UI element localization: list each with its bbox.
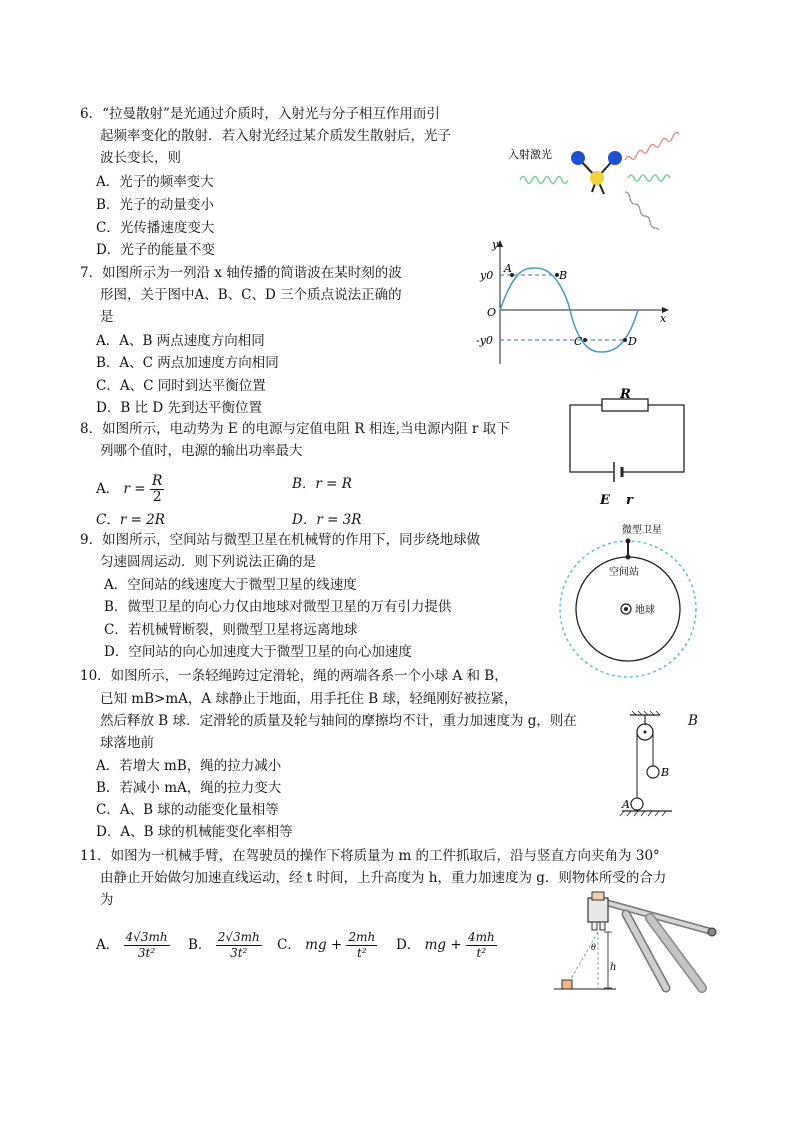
q6-option-d: D．光子的能量不变 (96, 242, 215, 258)
atom-center (590, 171, 604, 185)
q11-option-d-label: D． (396, 937, 421, 953)
q11-line-3: 为 (100, 892, 114, 908)
scattered-wave-3 (625, 192, 660, 230)
atom-blue-1 (571, 151, 585, 165)
point-c (583, 338, 587, 342)
q8-option-c: C．r = 2R (96, 512, 165, 528)
resistor-label: R (620, 387, 631, 402)
q8-option-b: B．r = R (292, 476, 352, 492)
q9-option-b: B．微型卫星的向心力仅由地球对微型卫星的万有引力提供 (104, 599, 452, 615)
ball-a-label: A (622, 798, 630, 811)
q8-line-2: 列哪个值时，电源的输出功率最大 (100, 443, 303, 459)
satellite-dot (626, 539, 631, 544)
q11-option-c-label: C． (277, 937, 301, 953)
q10-option-d: D．A、B 球的机械能变化率相等 (96, 824, 293, 840)
internal-r-label: r (626, 493, 633, 508)
q6-option-b: B．光子的动量变小 (96, 197, 214, 213)
pulley-figure (618, 708, 678, 824)
q7-line-3: 是 (100, 309, 114, 325)
angle-label: θ (591, 943, 596, 952)
label-c: C (574, 335, 583, 348)
q11-option-c: C． mg + $\frac{2mh}{\text{t²}}$ (277, 930, 376, 960)
q7-line-2: 形图，关于图中A、B、C、D 三个质点说法正确的 (100, 287, 402, 303)
gripper-body (588, 898, 608, 922)
q9-line-2: 匀速圆周运动．则下列说法正确的是 (100, 554, 316, 570)
q8-option-a-label: A． (96, 481, 120, 497)
q9-line-1: 9．如图所示，空间站与微型卫星在机械臂的作用下，同步绕地球做 (80, 532, 481, 548)
q6-option-c: C．光传播速度变大 (96, 220, 215, 236)
q11-option-c-fraction: $\frac{2mh}{\text{t²}}$ (348, 930, 376, 960)
wire-left (570, 405, 614, 472)
y-axis-label: y (492, 238, 499, 251)
q10-option-b: B．若减小 mA，绳的拉力变大 (96, 780, 282, 796)
q11-option-d-fraction: $\frac{4mh}{\text{t²}}$ (467, 930, 495, 960)
origin-label: O (487, 306, 497, 319)
q8-option-a (96, 474, 164, 505)
q11-option-a (96, 930, 170, 961)
gripper-head (592, 892, 604, 900)
q8-option-a-r: r = (123, 481, 146, 497)
label-b: B (559, 269, 568, 282)
ball-a (631, 798, 643, 810)
q8-line-1: 8．如图所示，电动势为 E 的电源与定值电阻 R 相连,当电源内阻 r 取下 (80, 421, 510, 437)
workpiece (562, 980, 572, 989)
q8-frac-num: R (151, 473, 163, 489)
q6-option-a: A．光子的频率变大 (96, 174, 214, 190)
q9-option-a: A．空间站的线速度大于微型卫星的线速度 (104, 577, 357, 593)
height-label: h (610, 962, 617, 973)
q11-option-d: D． mg + $\frac{4mh}{\text{t²}}$ (396, 930, 495, 960)
path-dash (568, 932, 598, 984)
q8-option-d: D．r = 3R (292, 512, 362, 528)
y0-label: y0 (480, 269, 494, 282)
atom-blue-2 (608, 151, 622, 165)
neg-y0-label: -y0 (476, 334, 493, 347)
q11-option-b-label: B． (188, 937, 212, 953)
q6-line-1: 6．“拉曼散射”是光通过介质时，入射光与分子相互作用而引 (80, 106, 440, 122)
earth-label: 地球 (635, 605, 655, 616)
q7-option-a: A．A、B 两点速度方向相同 (96, 333, 265, 349)
q10-line-3-tail: B (688, 713, 698, 729)
q11-option-a-fraction: $\frac{4√3mh}{\text{3t²}}$ (125, 930, 168, 960)
satellite-label: 微型卫星 (622, 525, 662, 536)
q6-line-3: 波长变长，则 (100, 150, 181, 166)
q9-option-d: D．空间站的向心加速度大于微型卫星的向心加速度 (104, 644, 412, 660)
q8-frac-den: 2 (152, 489, 162, 505)
q7-option-b: B．A、C 两点加速度方向相同 (96, 355, 279, 371)
laser-label: 入射激光 (508, 149, 552, 161)
q11-option-a-label: A． (96, 937, 120, 953)
q10-option-a: A．若增大 mB，绳的拉力减小 (96, 758, 282, 774)
ball-b-label: B (661, 766, 670, 779)
circuit-figure (562, 382, 692, 512)
q9-option-c: C．若机械臂断裂，则微型卫星将远离地球 (104, 622, 358, 638)
q11-option-b (188, 930, 262, 961)
q11-option-b-fraction: $\frac{2√3mh}{\text{3t²}}$ (217, 930, 260, 960)
orbit-figure (552, 518, 712, 680)
scattered-wave-2 (628, 175, 670, 181)
q10-line-2: 已知 mB>mA，A 球静止于地面，用手托住 B 球，轻绳刚好被拉紧， (100, 691, 518, 707)
point-d (623, 338, 627, 342)
q10-line-3: 然后释放 B 球．定滑轮的质量及轮与轴间的摩擦均不计，重力加速度为 g，则在 (100, 713, 577, 729)
q11-line-1: 11．如图为一机械手臂，在驾驶员的操作下将质量为 m 的工件抓取后，沿与竖直方向夹角为 30° (80, 848, 660, 864)
label-d: D (628, 335, 637, 348)
q6-line-2: 起频率变化的散射．若入射光经过某介质发生散射后，光子 (100, 128, 451, 144)
station-label: 空间站 (609, 567, 639, 578)
raman-figure (500, 130, 700, 230)
emf-label: E (600, 493, 610, 508)
wave-figure (470, 236, 680, 366)
q10-line-4: 球落地前 (100, 735, 154, 751)
scattered-wave-1 (625, 132, 679, 160)
label-a: A (504, 262, 512, 275)
x-axis-label: x (660, 312, 667, 325)
joint (708, 928, 716, 936)
wire-right (622, 405, 684, 472)
incident-wave (520, 177, 568, 184)
q10-line-1: 10．如图所示，一条轻绳跨过定滑轮，绳的两端各系一个小球 A 和 B， (80, 668, 508, 684)
q8-option-a-fraction (150, 474, 165, 505)
q7-option-d: D．B 比 D 先到达平衡位置 (96, 400, 262, 416)
q7-option-c: C．A、C 同时到达平衡位置 (96, 378, 266, 394)
ball-b (647, 766, 659, 778)
station-dot (626, 555, 631, 560)
robot-arm-figure (548, 888, 724, 994)
q11-line-2: 由静止开始做匀加速直线运动，经 t 时间，上升高度为 h，重力加速度为 g．则物体所受的合力 (100, 870, 667, 886)
q7-line-1: 7．如图所示为一列沿 x 轴传播的简谐波在某时刻的波 (80, 265, 402, 281)
q10-option-c: C．A、B 球的动能变化量相等 (96, 802, 279, 818)
